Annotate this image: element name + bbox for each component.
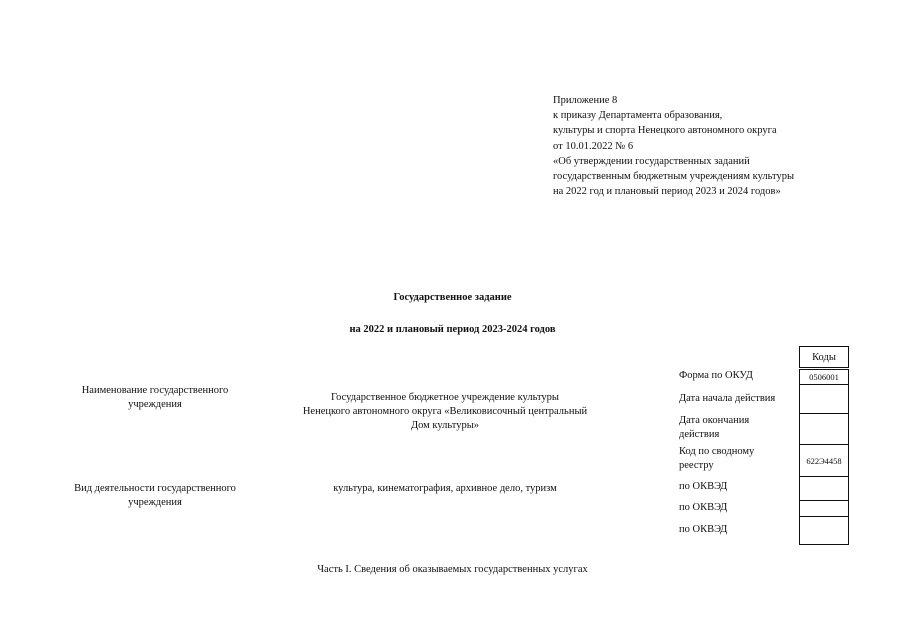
- appendix-line: культуры и спорта Ненецкого автономного округа: [553, 125, 777, 137]
- code-value-registry: 622Э4458: [799, 444, 849, 477]
- appendix-line: от 10.01.2022 № 6: [553, 140, 634, 152]
- code-value-okved: [799, 516, 849, 545]
- activity-value: культура, кинематография, архивное дело, туризм: [333, 483, 557, 494]
- code-value-okved: [799, 476, 849, 501]
- appendix-line: «Об утверждении государственных заданий: [553, 155, 750, 167]
- institution-label: Наименование государственного учреждения: [81, 385, 229, 410]
- document-title: Государственное задание: [393, 292, 512, 303]
- appendix-line: Приложение 8: [553, 95, 618, 106]
- activity-label: Вид деятельности государственного учреждения: [74, 483, 236, 508]
- appendix-line: на 2022 год и плановый период 2023 и 2024 годов»: [553, 186, 781, 198]
- code-row-label: Форма по ОКУД: [679, 370, 753, 381]
- code-row-label: по ОКВЭД: [679, 481, 728, 492]
- appendix-line: к приказу Департамента образования,: [553, 110, 723, 122]
- code-value-end-date: [799, 413, 849, 445]
- code-row-label: по ОКВЭД: [679, 502, 728, 513]
- institution-value: Государственное бюджетное учреждение культуры Ненецкого автономного округа «Великовисочный центральный Дом культуры»: [302, 392, 588, 431]
- document-subtitle: на 2022 и плановый период 2023-2024 годов: [349, 324, 556, 335]
- appendix-block: [553, 93, 794, 199]
- code-row-label: Дата окончания действия: [679, 415, 750, 440]
- codes-header: Коды: [799, 346, 849, 368]
- part-heading: Часть I. Сведения об оказываемых государственных услугах: [317, 564, 588, 575]
- code-row-label: по ОКВЭД: [679, 524, 728, 535]
- appendix-line: государственным бюджетным учреждениям культуры: [553, 171, 795, 183]
- code-row-label: Дата начала действия: [679, 393, 776, 404]
- code-value-okved: [799, 500, 849, 517]
- code-value-okud: 0506001: [799, 369, 849, 385]
- code-value-start-date: [799, 384, 849, 414]
- code-row-label: Код по сводному реестру: [679, 446, 755, 471]
